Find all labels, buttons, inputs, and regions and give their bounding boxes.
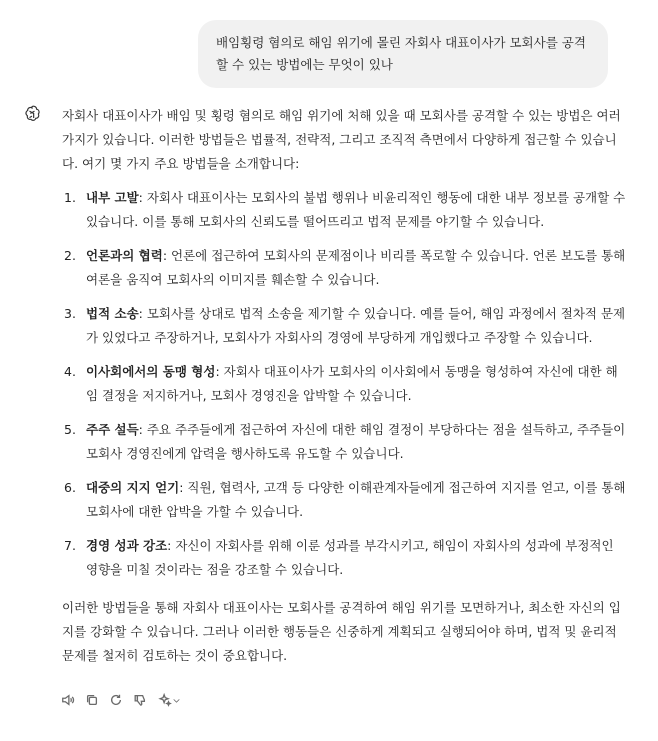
sparkle-model-icon	[158, 693, 172, 707]
list-item-number: 2.	[64, 248, 76, 263]
list-item-text: : 언론에 접근하여 모회사의 문제점이나 비리를 폭로할 수 있습니다. 언론 보도를 통해 여론을 움직여 모회사의 이미지를 훼손할 수 있습니다.	[86, 248, 626, 287]
chevron-down-icon	[172, 696, 181, 705]
list-item-number: 3.	[64, 306, 76, 321]
list-item-number: 1.	[64, 190, 76, 205]
list-item-number: 4.	[64, 364, 76, 379]
list-item-title: 대중의 지지 얻기	[86, 480, 180, 495]
list-item-text: : 주요 주주들에게 접근하여 자신에 대한 해임 결정이 부당하다는 점을 설득하고, 주주들이 모회사 경영진에게 압력을 행사하도록 유도할 수 있습니다.	[86, 422, 626, 461]
list-item-title: 이사회에서의 동맹 형성	[86, 364, 216, 379]
list-item-title: 법적 소송	[86, 306, 139, 321]
list-item-text: : 자회사 대표이사는 모회사의 불법 행위나 비윤리적인 행동에 대한 내부 정보를 공개할 수 있습니다. 이를 통해 모회사의 신뢰도를 떨어뜨리고 법적 문제를 야기할 수 있습니다.	[86, 190, 626, 229]
methods-list	[62, 186, 628, 582]
message-action-toolbar	[60, 690, 182, 710]
read-aloud-icon[interactable]	[60, 692, 76, 708]
model-switch-button[interactable]	[156, 692, 182, 708]
answer-conclusion: 이러한 방법들을 통해 자회사 대표이사는 모회사를 공격하여 해임 위기를 모면하거나, 최소한 자신의 입지를 강화할 수 있습니다. 그러나 이러한 행동들은 신중하게 계획되고 실행되어야 하며, 법적 및 윤리적 문제를 철저히 검토하는 것이 중요합니다.	[62, 600, 621, 663]
list-item-title: 언론과의 협력	[86, 248, 163, 263]
assistant-answer	[62, 104, 628, 668]
list-item-number: 7.	[64, 538, 76, 553]
list-item	[62, 534, 628, 582]
thumbs-down-icon[interactable]	[132, 692, 148, 708]
user-message-text: 배임횡령 혐의로 해임 위기에 몰린 자회사 대표이사가 모회사를 공격할 수 있는 방법에는 무엇이 있나	[216, 35, 586, 72]
list-item	[62, 360, 628, 408]
regenerate-icon[interactable]	[108, 692, 124, 708]
list-item	[62, 302, 628, 350]
list-item-title: 경영 성과 강조	[86, 538, 168, 553]
list-item	[62, 244, 628, 292]
list-item-text: : 자회사 대표이사가 모회사의 이사회에서 동맹을 형성하여 자신에 대한 해임 결정을 저지하거나, 모회사 경영진을 압박할 수 있습니다.	[86, 364, 618, 403]
list-item-number: 5.	[64, 422, 76, 437]
list-item-title: 주주 설득	[86, 422, 139, 437]
copy-icon[interactable]	[84, 692, 100, 708]
list-item-text: : 직원, 협력사, 고객 등 다양한 이해관계자들에게 접근하여 지지를 얻고, 이를 통해 모회사에 대한 압박을 가할 수 있습니다.	[86, 480, 626, 519]
list-item	[62, 476, 628, 524]
answer-intro: 자회사 대표이사가 배임 및 횡령 혐의로 해임 위기에 처해 있을 때 모회사를 공격할 수 있는 방법은 여러 가지가 있습니다. 이러한 방법들은 법률적, 전략적, 그리고 조직적 측면에서 다양하게 접근할 수 있습니다. 여기 몇 가지 주요 방법들을 소개합니다:	[62, 108, 621, 171]
list-item-title: 내부 고발	[86, 190, 139, 205]
list-item	[62, 418, 628, 466]
list-item-number: 6.	[64, 480, 76, 495]
assistant-logo-icon	[22, 104, 42, 124]
list-item-text: : 자신이 자회사를 위해 이룬 성과를 부각시키고, 해임이 자회사의 성과에 부정적인 영향을 미칠 것이라는 점을 강조할 수 있습니다.	[86, 538, 614, 577]
list-item-text: : 모회사를 상대로 법적 소송을 제기할 수 있습니다. 예를 들어, 해임 과정에서 절차적 문제가 있었다고 주장하거나, 모회사가 자회사의 경영에 부당하게 개입했다고 주장할 수 있습니다.	[86, 306, 626, 345]
user-message-bubble	[198, 20, 608, 88]
list-item	[62, 186, 628, 234]
